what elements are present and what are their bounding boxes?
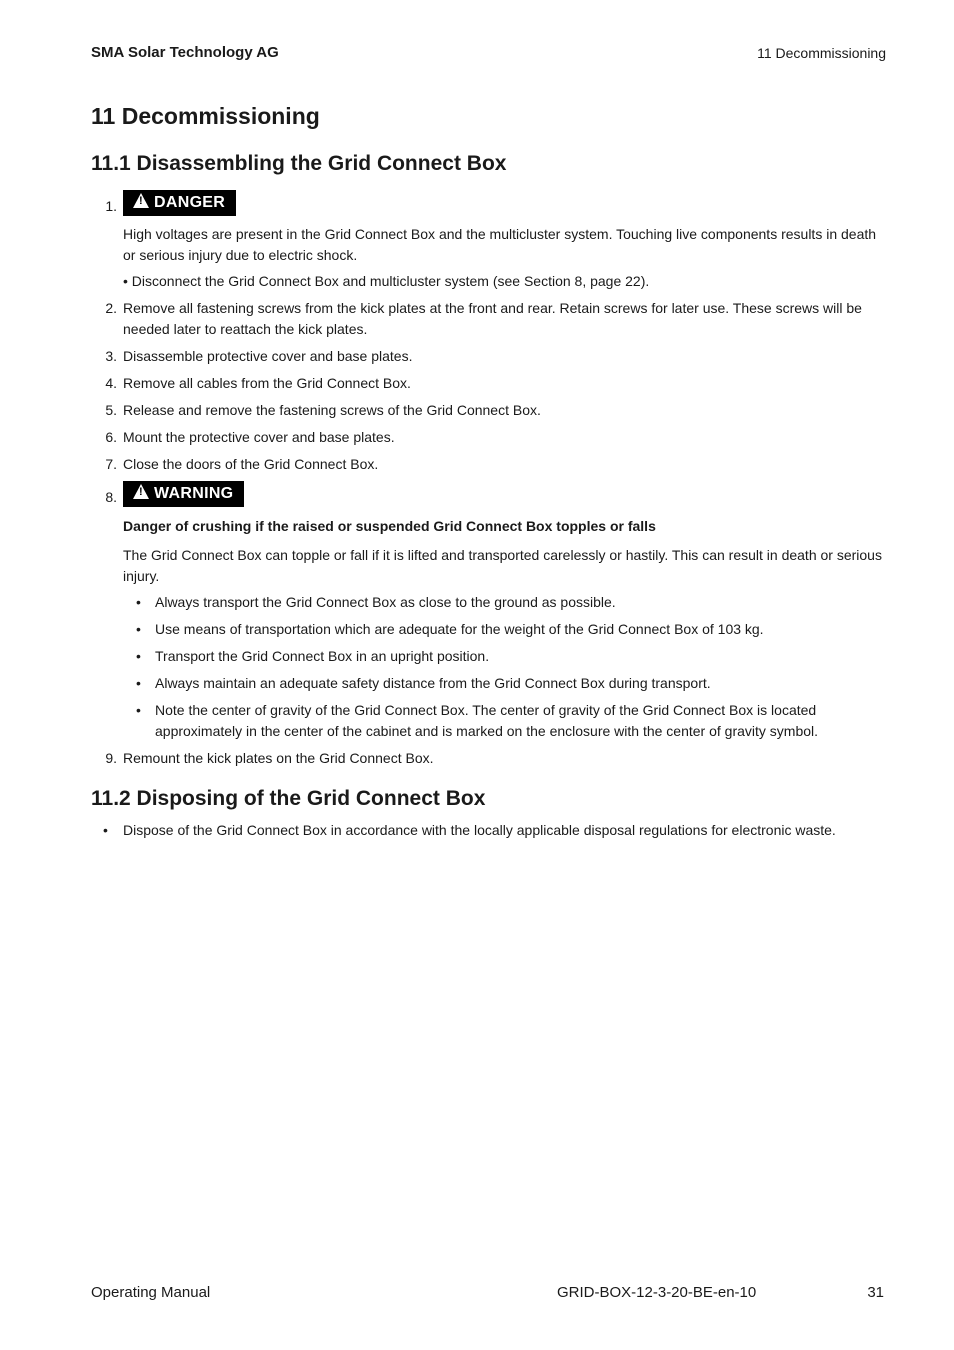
step-8 <box>91 481 886 742</box>
step-number: 1. <box>105 198 117 214</box>
list-item: • Always transport the Grid Connect Box as close to the ground as possible. <box>123 592 886 613</box>
step-number: 9. <box>105 750 117 766</box>
step-1 <box>91 190 886 292</box>
step-number: 2. <box>105 300 117 316</box>
step-7 <box>91 454 886 475</box>
list-item: • Note the center of gravity of the Grid Connect Box. The center of gravity of the Grid Connect Box is located approximately in the center of the cabinet and is marked on the enclosure with the center of gravity symbol. <box>123 700 886 742</box>
step-number: 8. <box>105 489 117 505</box>
footer-doc-code: GRID-BOX-12-3-20-BE-en-10 <box>557 1284 757 1301</box>
step-9 <box>91 748 886 769</box>
footer-doc-type: Operating Manual <box>91 1284 211 1301</box>
list-item: • Transport the Grid Connect Box in an upright position. <box>123 646 886 667</box>
chapter-title: 11 Decommissioning <box>91 103 320 129</box>
safety-bullet-list <box>123 592 886 742</box>
warning-label: WARNING <box>154 485 234 502</box>
warning-triangle-icon <box>133 193 149 208</box>
list-item: • Use means of transportation which are adequate for the weight of the Grid Connect Box of 103 kg. <box>123 619 886 640</box>
step-number: 6. <box>105 429 117 445</box>
section-title-disassembling: 11.1 Disassembling the Grid Connect Box <box>91 152 507 175</box>
step-number: 3. <box>105 348 117 364</box>
warning-triangle-icon <box>133 484 149 499</box>
section-title-disposing: 11.2 Disposing of the Grid Connect Box <box>91 787 486 810</box>
step-text: Remove all cables from the Grid Connect Box. <box>123 375 411 391</box>
warning-badge <box>123 481 244 507</box>
danger-badge <box>123 190 236 216</box>
header-company: SMA Solar Technology AG <box>91 44 279 61</box>
step-text: Mount the protective cover and base plates. <box>123 429 395 445</box>
step-number: 5. <box>105 402 117 418</box>
step-number: 7. <box>105 456 117 472</box>
list-item: • Always maintain an adequate safety distance from the Grid Connect Box during transport. <box>123 673 886 694</box>
step-number: 4. <box>105 375 117 391</box>
step-text: Disassemble protective cover and base plates. <box>123 348 413 364</box>
header-chapter: 11 Decommissioning <box>757 45 886 61</box>
step-4 <box>91 373 886 394</box>
step-text: Remove all fastening screws from the kick plates at the front and rear. Retain screws for later use. These screws will be needed later to reattach the kick plates. <box>123 300 862 337</box>
step-subbullet: • Disconnect the Grid Connect Box and multicluster system (see Section 8, page 22). <box>123 273 650 289</box>
step-text: The Grid Connect Box can topple or fall if it is lifted and transported carelessly or hastily. This can result in death or serious injury. <box>123 547 882 584</box>
disposal-bullet: • Dispose of the Grid Connect Box in accordance with the locally applicable disposal regulations for electronic waste. <box>91 820 886 841</box>
step-5 <box>91 400 886 421</box>
step-text: Close the doors of the Grid Connect Box. <box>123 456 379 472</box>
step-2 <box>91 298 886 340</box>
danger-label: DANGER <box>154 194 226 211</box>
page-number: 31 <box>867 1284 884 1301</box>
step-text: High voltages are present in the Grid Connect Box and the multicluster system. Touching live components results in death or serious injury due to electric shock. <box>123 226 877 263</box>
step-text: Remount the kick plates on the Grid Connect Box. <box>123 750 434 766</box>
page-content <box>91 100 886 841</box>
disassembly-steps <box>91 190 886 769</box>
warning-heading: Danger of crushing if the raised or suspended Grid Connect Box topples or falls <box>123 518 656 534</box>
step-text: Release and remove the fastening screws of the Grid Connect Box. <box>123 402 541 418</box>
step-3 <box>91 346 886 367</box>
step-6 <box>91 427 886 448</box>
